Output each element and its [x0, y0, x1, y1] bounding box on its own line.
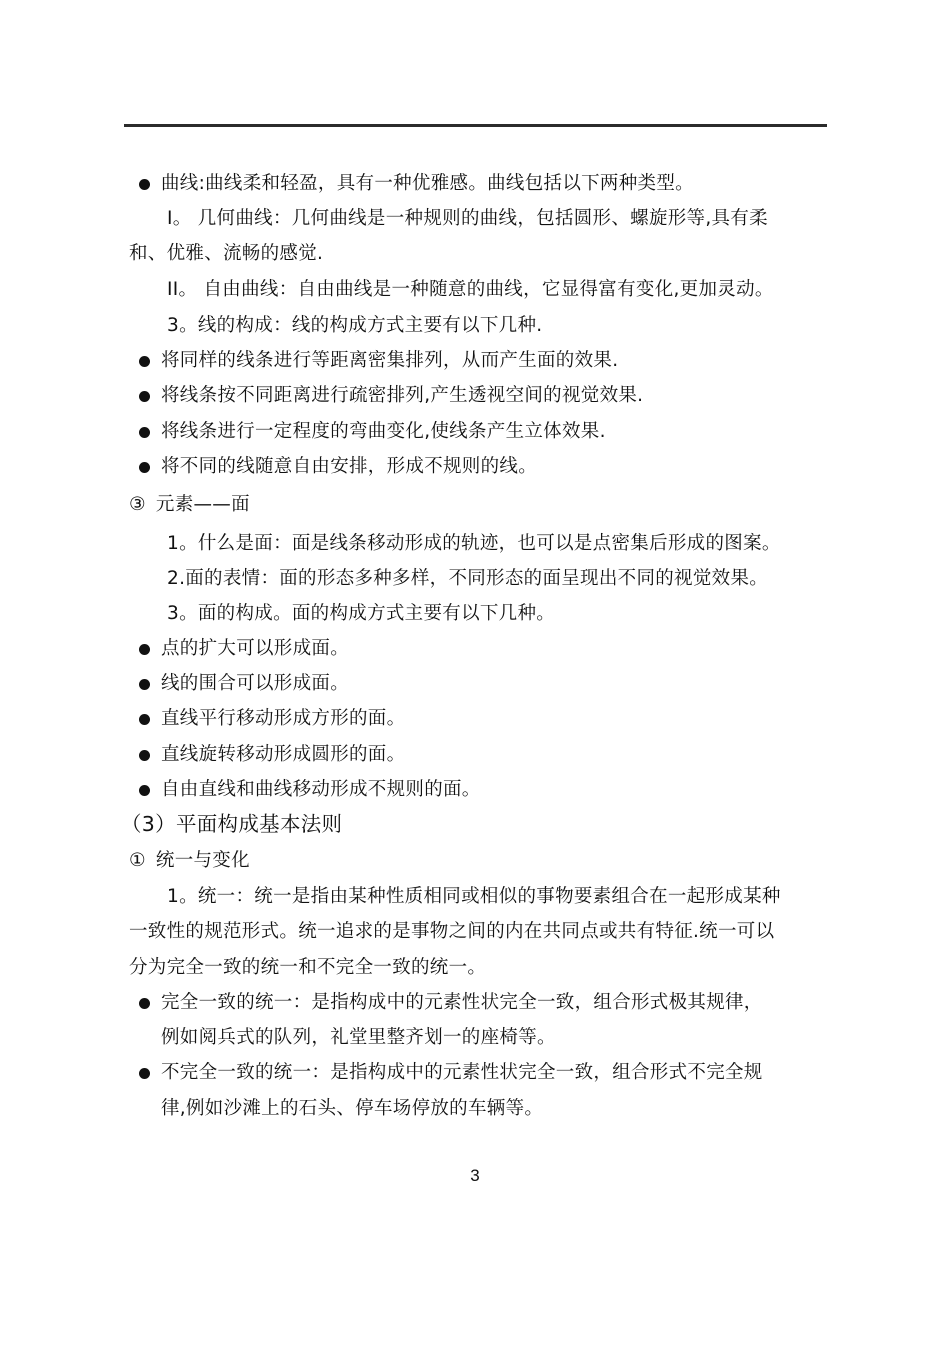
free-curve-line: II。 自由曲线：自由曲线是一种随意的曲线，它显得富有变化,更加灵动。: [167, 279, 774, 300]
bullet-icon: [139, 179, 150, 190]
geometric-curve-line-2: 和、优雅、流畅的感觉.: [129, 243, 324, 264]
complete-unity-line-2: 例如阅兵式的队列，礼堂里整齐划一的座椅等。: [161, 1027, 556, 1048]
face-section-heading: [129, 493, 250, 517]
page-number: 3: [470, 1166, 480, 1185]
geometric-curve-line-1: I。 几何曲线：几何曲线是一种规则的曲线，包括圆形、螺旋形等,具有柔: [167, 208, 768, 229]
unity-paragraph-line-3: 分为完全一致的统一和不完全一致的统一。: [129, 957, 487, 978]
face-composition-intro: 3。面的构成。面的构成方式主要有以下几种。: [167, 603, 556, 624]
face-method-5: 自由直线和曲线移动形成不规则的面。: [161, 779, 481, 800]
face-definition: 1。什么是面：面是线条移动形成的轨迹，也可以是点密集后形成的图案。: [167, 533, 781, 554]
bullet-icon: [139, 750, 150, 761]
header-rule: [124, 124, 827, 127]
curve-bullet-text: 曲线:曲线柔和轻盈，具有一种优雅感。曲线包括以下两种类型。: [161, 173, 694, 194]
line-method-2: 将线条按不同距离进行疏密排列,产生透视空间的视觉效果.: [161, 385, 644, 406]
face-section-title: 元素——面: [155, 494, 250, 515]
bullet-icon: [139, 427, 150, 438]
face-method-3: 直线平行移动形成方形的面。: [161, 708, 406, 729]
circled-number-1: ①: [129, 850, 146, 871]
line-method-4: 将不同的线随意自由安排，形成不规则的线。: [161, 456, 538, 477]
bullet-icon: [139, 785, 150, 796]
line-method-3: 将线条进行一定程度的弯曲变化,使线条产生立体效果.: [161, 421, 606, 442]
bullet-icon: [139, 462, 150, 473]
bullet-icon: [139, 998, 150, 1009]
unity-paragraph-line-2: 一致性的规范形式。统一追求的是事物之间的内在共同点或共有特征.统一可以: [129, 921, 775, 942]
unity-section-title: 统一与变化: [155, 850, 250, 871]
bullet-icon: [139, 1068, 150, 1079]
face-method-1: 点的扩大可以形成面。: [161, 638, 350, 659]
face-method-4: 直线旋转移动形成圆形的面。: [161, 744, 406, 765]
face-method-2: 线的围合可以形成面。: [161, 673, 350, 694]
partial-unity-line-1: 不完全一致的统一：是指构成中的元素性状完全一致，组合形式不完全规: [161, 1062, 763, 1083]
bullet-icon: [139, 356, 150, 367]
face-expression: 2.面的表情：面的形态多种多样，不同形态的面呈现出不同的视觉效果。: [167, 568, 769, 589]
bullet-icon: [139, 714, 150, 725]
bullet-icon: [139, 679, 150, 690]
circled-number-3: ③: [129, 494, 146, 515]
partial-unity-line-2: 律,例如沙滩上的石头、停车场停放的车辆等。: [161, 1098, 544, 1119]
bullet-icon: [139, 391, 150, 402]
line-composition-intro: 3。线的构成：线的构成方式主要有以下几种.: [167, 315, 543, 336]
bullet-icon: [139, 644, 150, 655]
unity-section-heading: [129, 849, 250, 873]
rules-heading: （3）平面构成基本法则: [121, 812, 343, 836]
complete-unity-line-1: 完全一致的统一：是指构成中的元素性状完全一致，组合形式极其规律，: [161, 992, 763, 1013]
unity-paragraph-line-1: 1。统一：统一是指由某种性质相同或相似的事物要素组合在一起形成某种: [167, 886, 781, 907]
line-method-1: 将同样的线条进行等距离密集排列，从而产生面的效果.: [161, 350, 619, 371]
